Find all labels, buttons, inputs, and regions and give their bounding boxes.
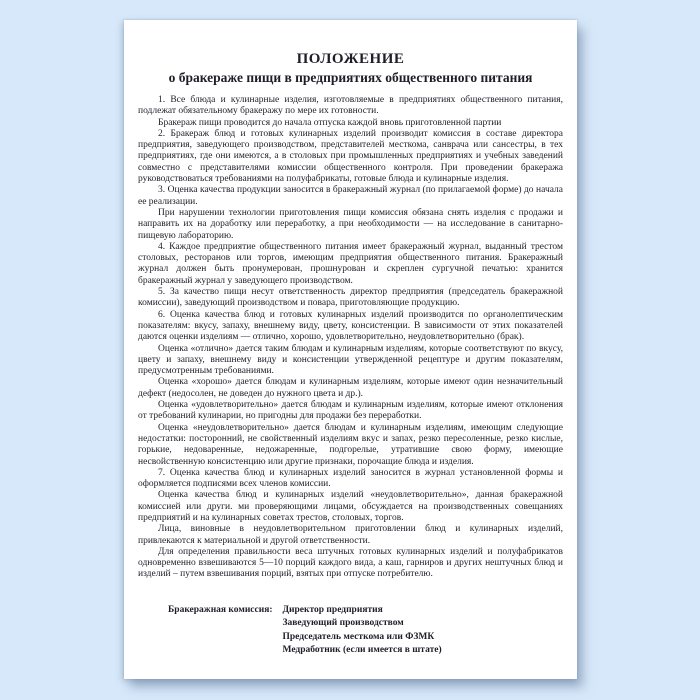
paragraph: 6. Оценка качества блюд и готовых кулинарных изделий производится по органолептическим показателям: вкусу, запаху, внешнему виду, цвету, консистенции. В зависимости от этих показателей даются оценки изделиям — отлично, хорошо, удовлетворительно, неудовлетворительно (брак). bbox=[138, 309, 563, 343]
paragraph: Лица, виновные в неудовлетворительном приготовлении блюд и кулинарных изделий, привлекаются к материальной и другой ответственности. bbox=[138, 524, 563, 546]
commission-member: Директор предприятия bbox=[282, 604, 383, 615]
document-subtitle: о бракераже пищи в предприятиях общественного питания bbox=[168, 70, 533, 85]
commission-member: Председатель месткома или ФЗМК bbox=[282, 631, 435, 642]
paragraph: Бракераж пищи проводится до начала отпуска каждой вновь приготовленной партии bbox=[158, 117, 502, 128]
paragraph: 5. За качество пищи несут ответственность директор предприятия (председатель бракеражной комиссии), заведующий производством и повара, приготовляющие продукцию. bbox=[138, 287, 563, 309]
paragraph: При нарушении технологии приготовления пищи комиссия обязана снять изделия с продажи и направить их на доработку или переработку, а при необходимости — на исследование в санитарно-пищевую лабораторию. bbox=[138, 207, 563, 241]
document-body bbox=[138, 95, 563, 581]
paragraph: Оценка «хорошо» дается блюдам и кулинарным изделиям, которые имеют один незначительный дефект (недосолен, не доведен до нужного цвета и др.). bbox=[138, 377, 563, 399]
commission-label: Бракеражная комиссия: bbox=[168, 604, 273, 615]
paragraph: 2. Бракераж блюд и готовых кулинарных изделий производит комиссия в составе директора предприятия, заведующего производством, представителей месткома, санврача или сансестры, в тех предприятиях, где они имеются, а в столовых при промышленных предприятиях и учебных заведений совместно с представителями комиссии общественного контроля. При проведении бракеража руководствоваться требованиями на полуфабрикаты, готовые блюда и кулинарные изделия. bbox=[138, 128, 563, 185]
paragraph: 7. Оценка качества блюд и кулинарных изделий заносится в журнал установленной формы и оформляется подписями всех членов комиссии. bbox=[138, 467, 563, 490]
document-page bbox=[124, 20, 577, 679]
paragraph: Оценка «отлично» дается таким блюдам и кулинарным изделиям, которые соответствуют по вкусу, цвету и запаху, внешнему виду и консистенции утвержденной рецептуре и другим показателям, предусмотренным требованиями. bbox=[138, 343, 563, 377]
paragraph: 4. Каждое предприятие общественного питания имеет бракеражный журнал, выданный трестом столовых, ресторанов или торгов, имеющим предприятия общественного питания. Бракеражный журнал должен быть пронумерован, прошнурован и скреплен сургучной печатью: хранится бракеражный журнал у заведующего производством. bbox=[138, 241, 563, 286]
document-title: ПОЛОЖЕНИЕ bbox=[296, 51, 405, 67]
paragraph: 1. Все блюда и кулинарные изделия, изготовляемые в предприятиях общественного питания, подлежат обязательному бракеражу по мере их готовности. bbox=[138, 95, 563, 117]
paragraph: Для определения правильности веса штучных готовых кулинарных изделий и полуфабрикатов одновременно взвешиваются 5—10 порций каждого вида, а каш, гарниров и других нештучных блюд и изделий – путем взвешивания порций, взятых при отпуске потребителю. bbox=[138, 546, 563, 580]
commission-member: Медработник (если имеется в штате) bbox=[282, 645, 442, 656]
paragraph: Оценка «неудовлетворительно» дается блюдам и кулинарным изделиям, имеющим следующие недостатки: посторонний, не свойственный изделиям вкус и запах, резко пересоленные, резко кислые, горькие, недоваренные, недожаренные, подгорелые, утратившие свою форму, имеющие несвойственную консистенцию или другие признаки, порочащие блюда и изделия. bbox=[138, 422, 563, 467]
commission-member: Заведующий производством bbox=[282, 618, 404, 629]
paragraph: Оценка качества блюд и кулинарных изделий «неудовлетворительно», данная бракеражной комиссией или други. ми проверяющими лицами, обсуждается на производственных совещаниях предприятий и на кулинарных советах трестов, столовых, торгов. bbox=[138, 490, 563, 523]
commission-members bbox=[283, 604, 442, 658]
paragraph: Оценка «удовлетворительно» дается блюдам и кулинарным изделиям, которые имеют отклонения от требований кулинарии, но пригодны для продажи без переработки. bbox=[138, 400, 563, 422]
commission-signature-block bbox=[168, 604, 563, 658]
paragraph: 3. Оценка качества продукции заносится в бракеражный журнал (по прилагаемой форме) до начала ее реализации. bbox=[138, 185, 563, 207]
